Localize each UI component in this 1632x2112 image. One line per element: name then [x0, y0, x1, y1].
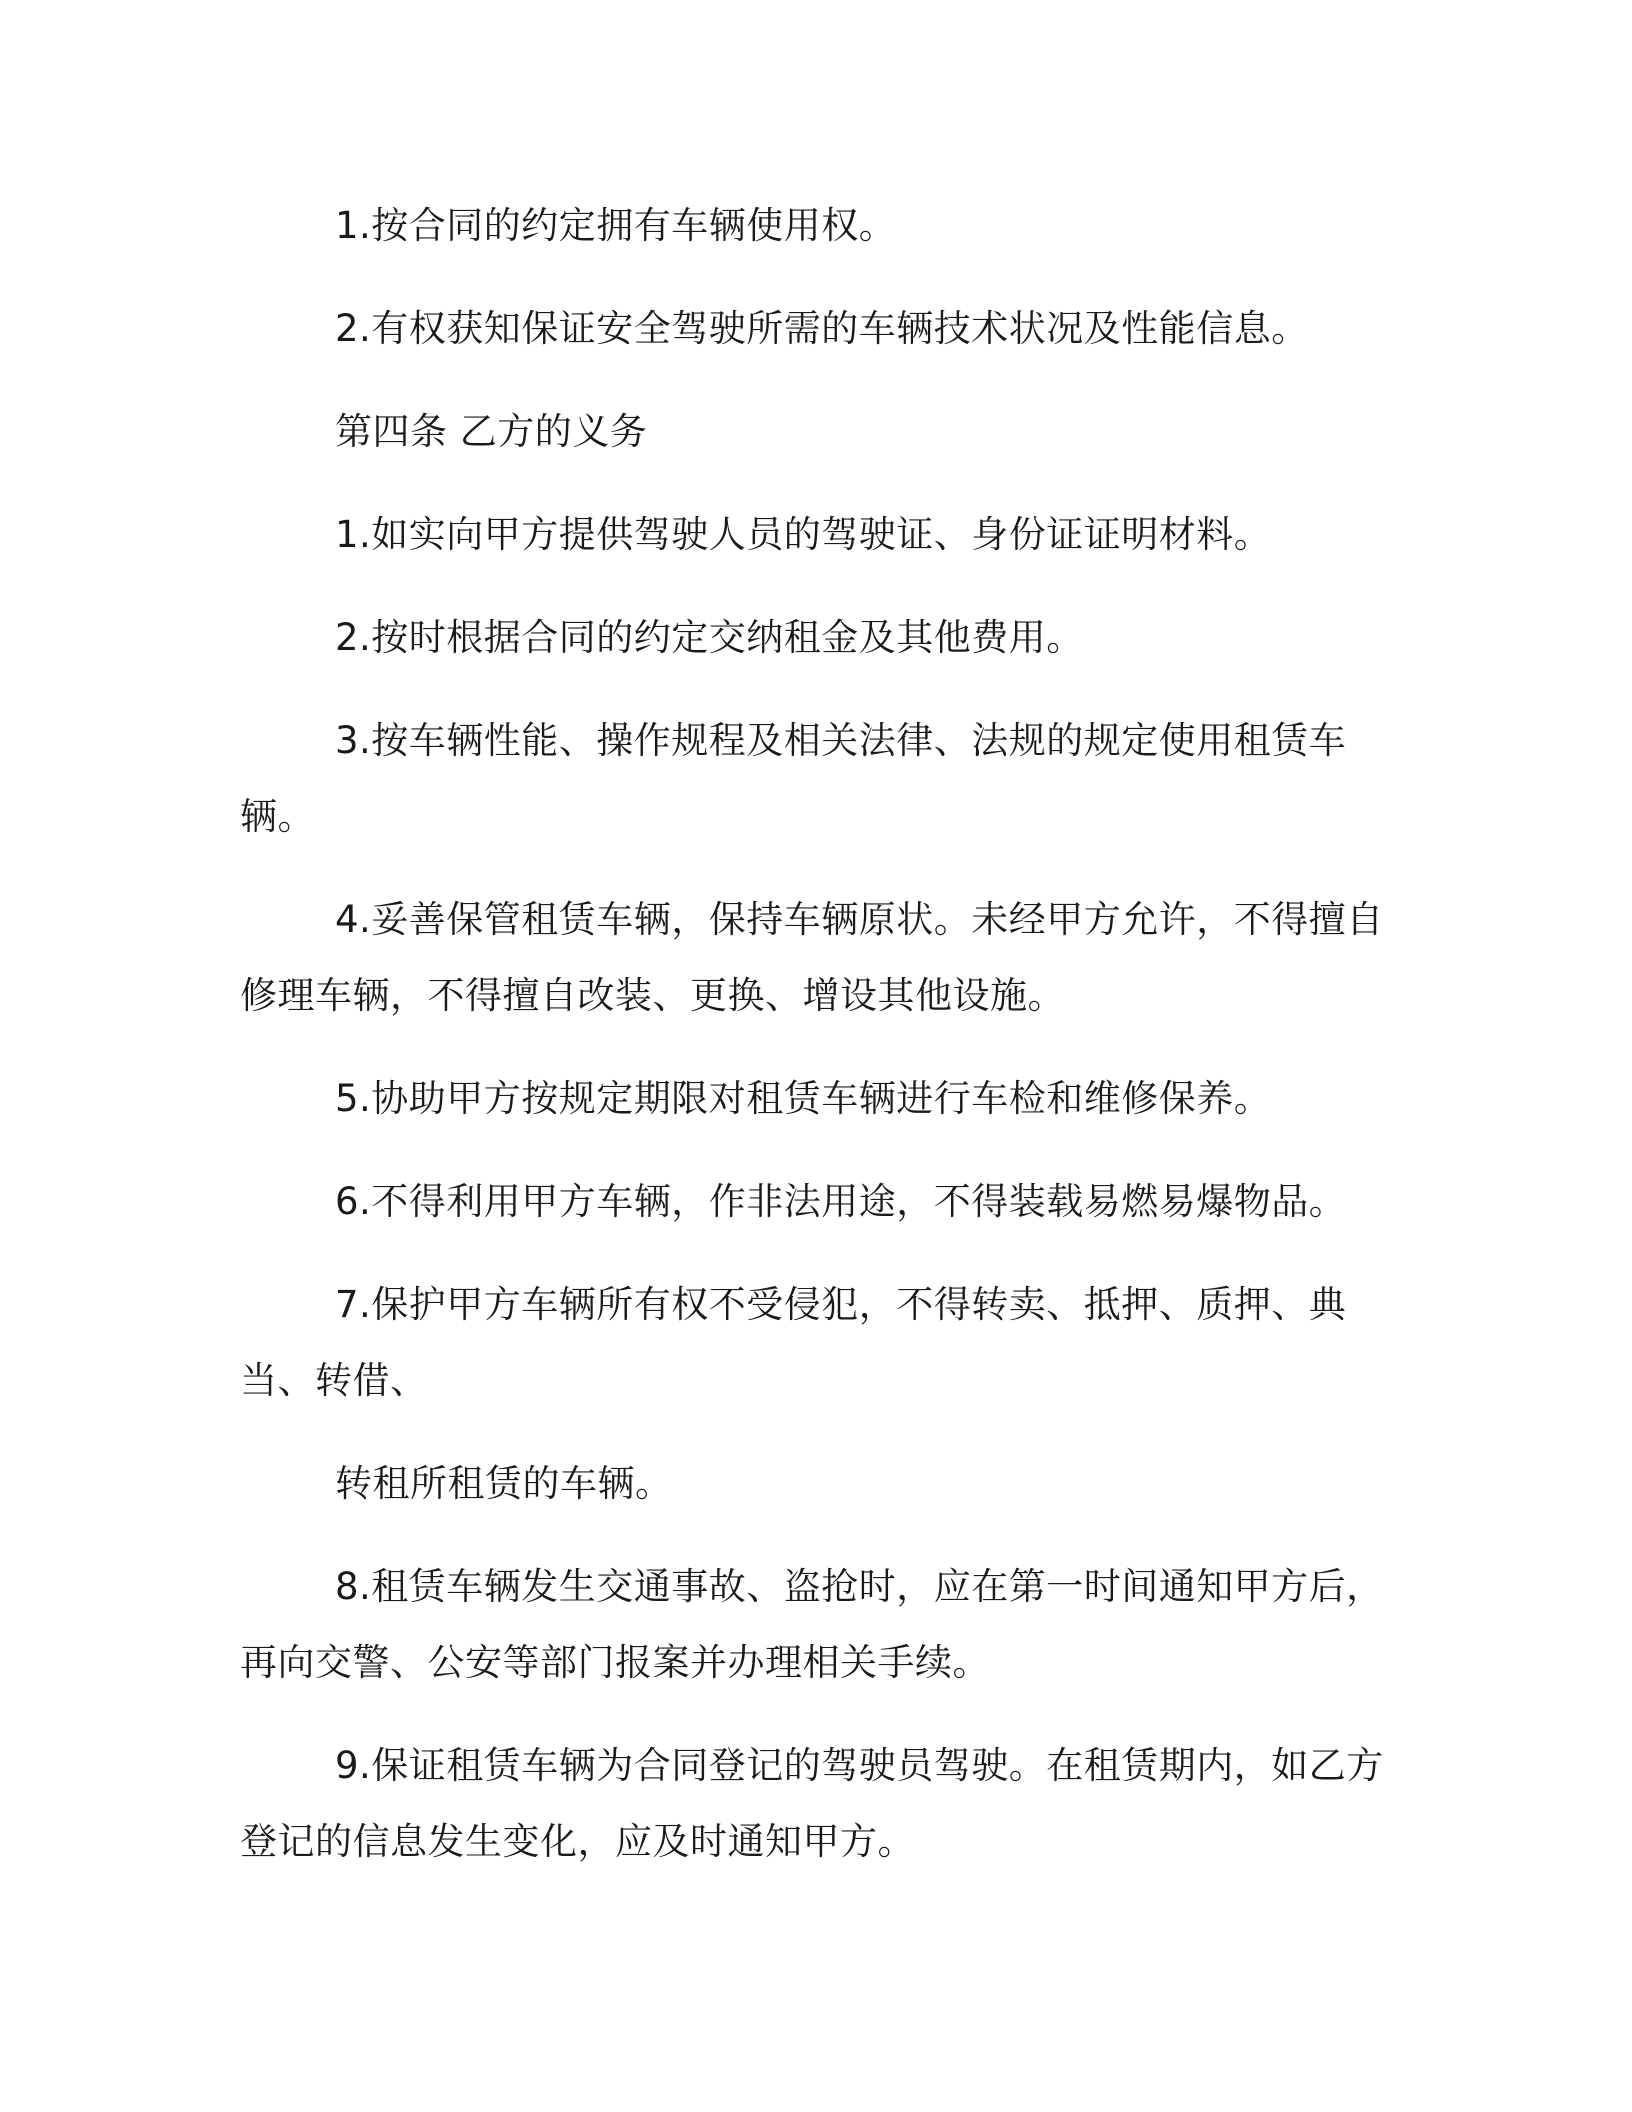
paragraph-obligation-3: 3.按车辆性能、操作规程及相关法律、法规的规定使用租赁车辆。: [240, 719, 1347, 838]
paragraph-obligation-2: 2.按时根据合同的约定交纳租金及其他费用。: [335, 616, 1084, 659]
section-heading-article-4: 第四条 乙方的义务: [335, 410, 648, 453]
document-body: [240, 188, 1410, 1907]
paragraph-right-2: 2.有权获知保证安全驾驶所需的车辆技术状况及性能信息。: [335, 307, 1309, 350]
paragraph-obligation-4: 4.妥善保管租赁车辆，保持车辆原状。未经甲方允许，不得擅自修理车辆，不得擅自改装、更换、增设其他设施。: [240, 898, 1384, 1017]
paragraph-obligation-8: 8.租赁车辆发生交通事故、盗抢时，应在第一时间通知甲方后，再向交警、公安等部门报案并办理相关手续。: [240, 1565, 1384, 1684]
paragraph-right-1: 1.按合同的约定拥有车辆使用权。: [335, 204, 897, 247]
paragraph-obligation-7: 7.保护甲方车辆所有权不受侵犯，不得转卖、抵押、质押、典当、转借、: [240, 1283, 1347, 1402]
paragraph-obligation-9: 9.保证租赁车辆为合同登记的驾驶员驾驶。在租赁期内，如乙方登记的信息发生变化，应及时通知甲方。: [240, 1744, 1384, 1863]
paragraph-obligation-5: 5.协助甲方按规定期限对租赁车辆进行车检和维修保养。: [335, 1077, 1272, 1120]
paragraph-obligation-7-continued: 转租所租赁的车辆。: [335, 1462, 673, 1505]
paragraph-obligation-1: 1.如实向甲方提供驾驶人员的驾驶证、身份证证明材料。: [335, 513, 1272, 556]
paragraph-obligation-6: 6.不得利用甲方车辆，作非法用途，不得装载易燃易爆物品。: [335, 1180, 1347, 1223]
